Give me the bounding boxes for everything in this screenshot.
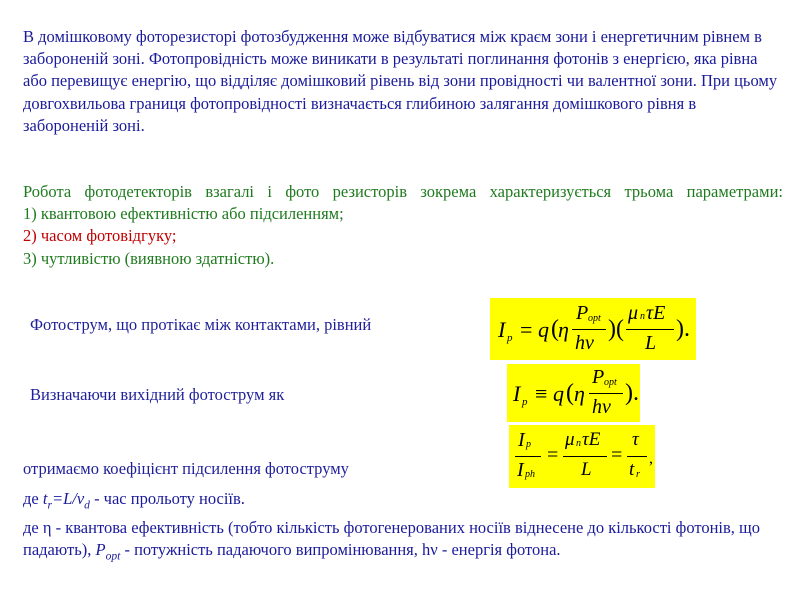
paragraph-impurity-photoresistor: В домішковому фоторезисторі фотозбудження може відбуватися між краєм зони і енергетичним рівнем в забороненій зоні. Фотопровідність може виникати в результаті поглинання фотонів з енергією, яка рівна або перевищує енергію, що відділяє домішковий рівень від зони провідності чи валентної зони. При цьому довгохвильова границя фотопровідності визначається глибиною залягання домішкового рівня в забороненій зоні.: [23, 27, 778, 135]
parameter-item-1: 1) квантовою ефективністю або підсиленням;: [23, 204, 344, 224]
quantum-efficiency-definition: де η - квантова ефективність (тобто кількість фотогенерованих носіїв віднесене до кількості фотонів, що падають), $P_{opt}$ - потужність падаючого випромінювання, hν - енергія фотона.: [23, 517, 761, 562]
photocurrent-label: Фотострум, що протікає між контактами, рівний: [30, 315, 372, 334]
parameter-item-2: 2) часом фотовідгуку;: [23, 226, 177, 246]
parameter-item-3: 3) чутливістю (виявною здатністю).: [23, 248, 275, 268]
formula-photocurrent: I p = q ( η P opt hν )( μ n τE L ).: [490, 298, 696, 360]
transit-time-line: де $t_r=L/v_d$ - час прольоту носіїв.: [23, 489, 245, 512]
parameters-intro: Робота фотодетекторів взагалі і фото резисторів зокрема характеризується трьома параметрами:: [23, 182, 783, 201]
formula-output-photocurrent: I p ≡ q ( η P opt hν ).: [507, 364, 640, 422]
bottom-definitions: [23, 488, 793, 567]
formula-gain: I p I ph = μ n τE L = τ t r ,: [509, 425, 655, 488]
output-photocurrent-label: Визначаючи вихідний фотострум як: [30, 385, 285, 404]
paragraph-parameters: [23, 181, 783, 270]
gain-label: отримаємо коефіцієнт підсилення фотоструму: [23, 459, 349, 478]
